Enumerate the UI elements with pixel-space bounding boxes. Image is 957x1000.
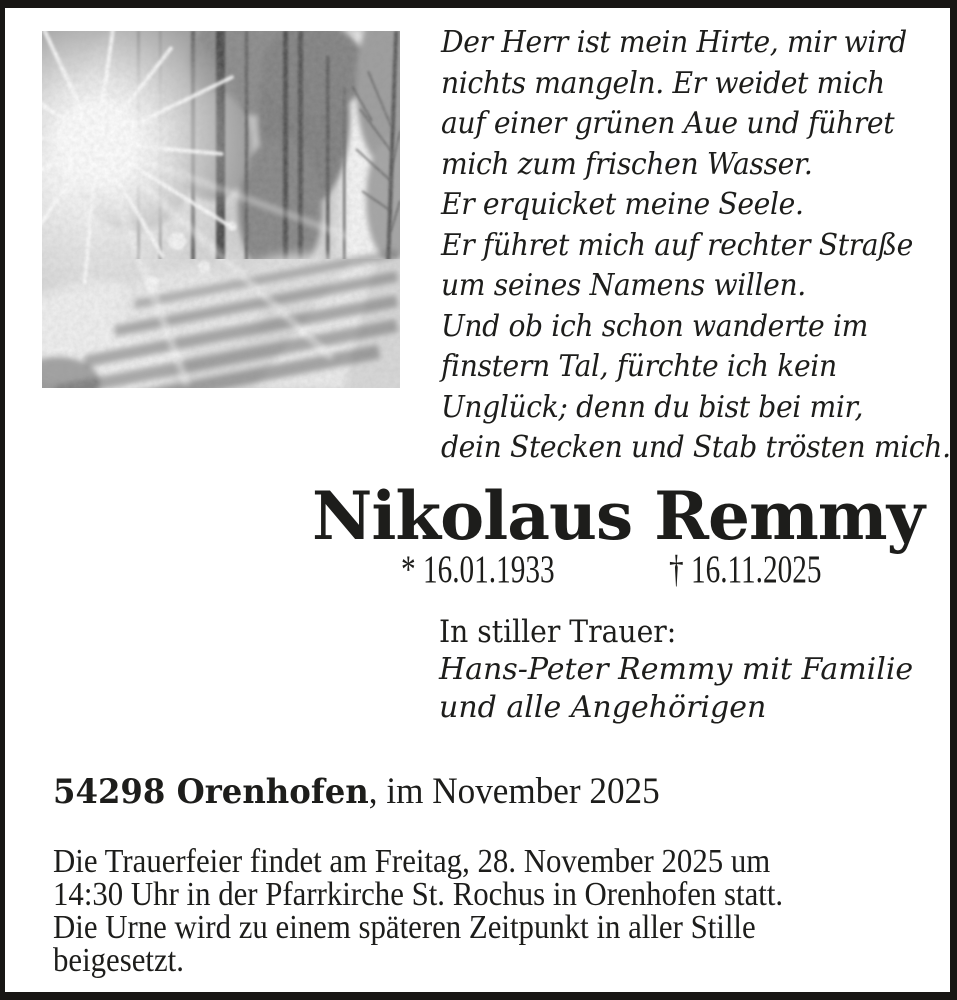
deceased-name: Nikolaus Remmy: [312, 477, 924, 555]
funeral-line: 14:30 Uhr in der Pfarrkirche St. Rochus in Orenhofen statt.: [53, 876, 784, 913]
psalm-line: Und ob ich schon wanderte im: [441, 308, 868, 344]
psalm-line: Unglück; denn du bist bei mir,: [441, 389, 864, 425]
death-date: † 16.11.2025: [669, 548, 822, 591]
psalm-line: auf einer grünen Aue und führet: [441, 106, 895, 141]
location-name: 54298 Orenhofen: [53, 772, 369, 812]
psalm-line: Er erquicket meine Seele.: [441, 187, 804, 222]
psalm-line: finstern Tal, fürchte ich kein: [441, 349, 837, 384]
mourning-block: [439, 613, 913, 727]
location-date-line: [53, 773, 692, 810]
location-date: , im November 2025: [368, 771, 660, 812]
forest-photo: [42, 31, 400, 388]
psalm-line: Der Herr ist mein Hirte, mir wird: [441, 25, 907, 60]
forest-photo-graphic: [42, 31, 400, 388]
psalm-text: [441, 23, 951, 469]
photo-grain: [42, 31, 400, 388]
frame-border-right: [950, 0, 957, 1000]
psalm-line: um seines Namens willen.: [441, 268, 806, 303]
funeral-line: beigesetzt.: [53, 942, 184, 979]
psalm-line: nichts mangeln. Er weidet mich: [441, 65, 885, 101]
frame-border-left: [0, 0, 5, 1000]
frame-border-top: [0, 0, 957, 8]
funeral-line: Die Urne wird zu einem späteren Zeitpunkt in aller Stille: [53, 909, 756, 946]
mourning-intro: In stiller Trauer:: [439, 614, 677, 650]
mourner-line: Hans-Peter Remmy mit Familie: [439, 652, 914, 687]
funeral-line: Die Trauerfeier findet am Freitag, 28. November 2025 um: [53, 843, 771, 880]
psalm-line: dein Stecken und Stab trösten mich.: [441, 430, 951, 465]
birth-date: * 16.01.1933: [401, 548, 555, 591]
funeral-details: [53, 845, 847, 977]
psalm-line: Er führet mich auf rechter Straße: [441, 227, 913, 263]
psalm-line: mich zum frischen Wasser.: [441, 146, 813, 182]
frame-border-bottom: [0, 992, 957, 1000]
mourner-line: und alle Angehörigen: [439, 690, 767, 725]
